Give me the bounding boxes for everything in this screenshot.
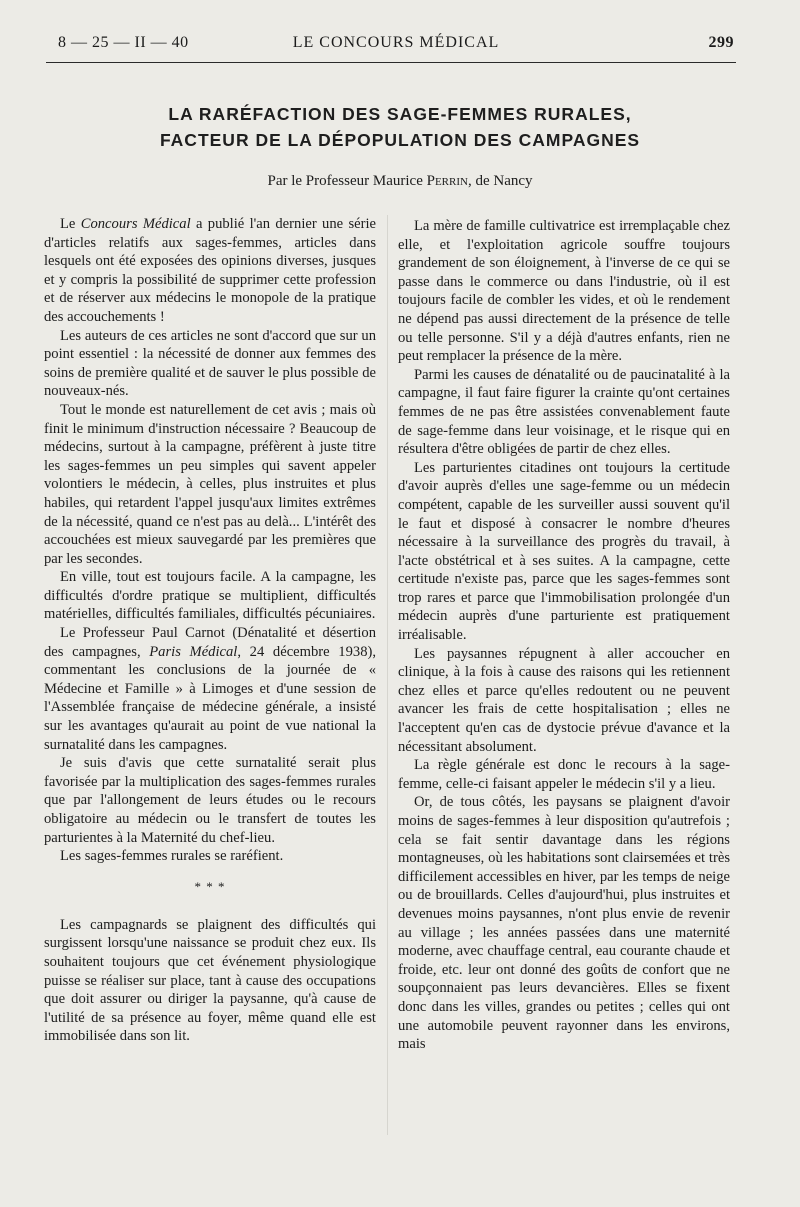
byline-prefix: Par le Professeur Maurice: [267, 173, 427, 189]
paragraph-text: Le Professeur Paul Carnot (Dénatalité et désertion des campagnes,: [44, 625, 376, 660]
paragraph-text: a publié l'an dernier une série d'articles relatifs aux sages-femmes, articles dans lesquels ont été exposées des opinions diverses, jusques et y compris la possibilité de supprimer cette profession et de réserver aux médecins le monopole de la pratique des accouchements !: [44, 216, 376, 325]
paragraph-text: , 24 décembre 1938), commentant les conclusions de la journée de « Médecine et Famille » à Limoges et d'une session de l'Assemblée française de médecine générale, a insisté sur les avantages qu'aurait au point de vue national la surnatalité dans les campagnes.: [44, 643, 377, 753]
paragraph: Les auteurs de ces articles ne sont d'accord que sur un point essentiel : la nécessité de donner aux femmes des soins de première qualité et de sauver le plus possible de nouveaux-nés.: [44, 327, 376, 400]
paragraph-text: Le: [60, 216, 81, 232]
paragraph: Les parturientes citadines ont toujours la certitude d'avoir auprès d'elles une sage-femme ou un médecin compétent, capable de les surveiller aussi souvent qu'il le faut et disposé à consacrer le nombre d'heures nécessaire à la surveillance des progrès du travail, à l'acte obstétrical et à ses suites. A la campagne, cette certitude n'existe pas, parce que les sages-femmes sont trop rares et parce que l'immobilisation prolongée d'un médecin auprès d'une parturiente est pratiquement irréalisable.: [398, 459, 730, 644]
paragraph: Les sages-femmes rurales se raréfient.: [60, 848, 284, 865]
running-header: [58, 34, 734, 58]
paragraph: En ville, tout est toujours facile. A la campagne, les difficultés d'ordre pratique se multiplient, difficultés matérielles, difficultés familiales, difficultés pécuniaires.: [44, 569, 376, 623]
right-column: [398, 217, 730, 1054]
column-divider: [387, 215, 388, 1135]
article-title-line-2: FACTEUR DE LA DÉPOPULATION DES CAMPAGNES: [159, 130, 641, 150]
paragraph: Or, de tous côtés, les paysans se plaignent d'avoir moins de sages-femmes à leur disposition qu'autrefois ; cela se fait sentir davantage dans les régions montagneuses, où les habitations sont clairsemées et très difficilement accessibles en hiver, par les temps de neige ou de brouillards. Celles d'aujourd'hui, plus instruites et devenues moins paysannes, n'ont plus envie de revenir au village ; les années passées dans une maternité moderne, avec chauffage central, eau courante chaude et froide, etc. leur ont donné des goûts de confort que ne soupçonnaient pas leurs devancières. Elles se fixent donc dans les villes, grandes ou petites ; celles qui ont une automobile peuvent rayonner dans les environs, mais: [398, 794, 730, 1053]
byline-suffix: , de Nancy: [467, 173, 533, 189]
paragraph: [44, 624, 376, 754]
paragraph: [44, 215, 376, 327]
paragraph: Je suis d'avis que cette surnatalité serait plus favorisée par la multiplication des sages-femmes rurales que par l'allongement de leurs études ou le recours obligatoire au médecin ou le transfert de toutes les parturientes à la Maternité du chef-lieu.: [44, 755, 376, 846]
paragraph: La règle générale est donc le recours à la sage-femme, celle-ci faisant appeler le médecin s'il y a lieu.: [398, 757, 730, 792]
paragraph: La mère de famille cultivatrice est irremplaçable chez elle, et l'exploitation agricole souffre toujours grandement de son éloignement, à l'inverse de ce qui se passe dans le commerce ou dans l'industrie, où il est toujours facile de combler les vides, et où le rendement ne dépend pas aussi directement de la présence de telle ou telle personne. S'il y a déjà d'autres enfants, rien ne peut remplacer la présence de la mère.: [398, 218, 730, 365]
article-title-line-1: LA RARÉFACTION DES SAGE-FEMMES RURALES,: [168, 104, 632, 124]
section-separator: * * *: [194, 878, 226, 894]
page-number: 299: [708, 34, 734, 51]
header-rule: [46, 62, 736, 63]
paragraph: Les paysannes répugnent à aller accoucher en clinique, à la fois à cause des raisons qui les retiennent chez elles et parce qu'elles redoutent ou ne peuvent avancer les frais de cette hospitalisation ; elles ne l'acceptent qu'en cas de dystocie prévue d'avance et la nécessitant absolument.: [398, 645, 730, 755]
journal-name: LE CONCOURS MÉDICAL: [292, 34, 500, 51]
paragraph: Les campagnards se plaignent des difficultés qui surgissent lorsqu'une naissance se produit chez eux. Ils souhaitent toujours que cet événement physiologique puisse se réaliser sur place, tant à cause des occupations que doit assurer ou diriger la paysanne, qu'à cause de l'utilité de sa présence au foyer, même quand elle est immobilisée dans son lit.: [44, 916, 376, 1045]
journal-reference: Paris Médical: [149, 643, 238, 660]
paragraph: Parmi les causes de dénatalité ou de paucinatalité à la campagne, il faut faire figurer la crainte qu'ont certaines femmes de ne pas être assistées convenablement faute de sage-femme dans leur voisinage, et le risque qui en résultera d'être obligées de partir de chez elles.: [398, 366, 730, 458]
issue-number: 8 — 25 — II — 40: [58, 34, 189, 51]
left-column: [44, 215, 376, 1046]
journal-reference: Concours Médical: [80, 216, 191, 232]
paragraph: Tout le monde est naturellement de cet avis ; mais où finit le minimum d'instruction nécessaire ? Beaucoup de médecins, surtout à la campagne, préfèrent à juste titre les sages-femmes un peu simples qui savent appeler volontiers le médecin, à celles, plus instruites et plus habiles, qui retardent l'appel jusqu'aux limites extrêmes de la nécessité, quand ce n'est pas au delà... L'intérêt des accouchées est mieux sauvegardé par les premières que par les secondes.: [44, 401, 376, 567]
author-name: Perrin: [426, 173, 468, 189]
byline: [100, 173, 700, 190]
